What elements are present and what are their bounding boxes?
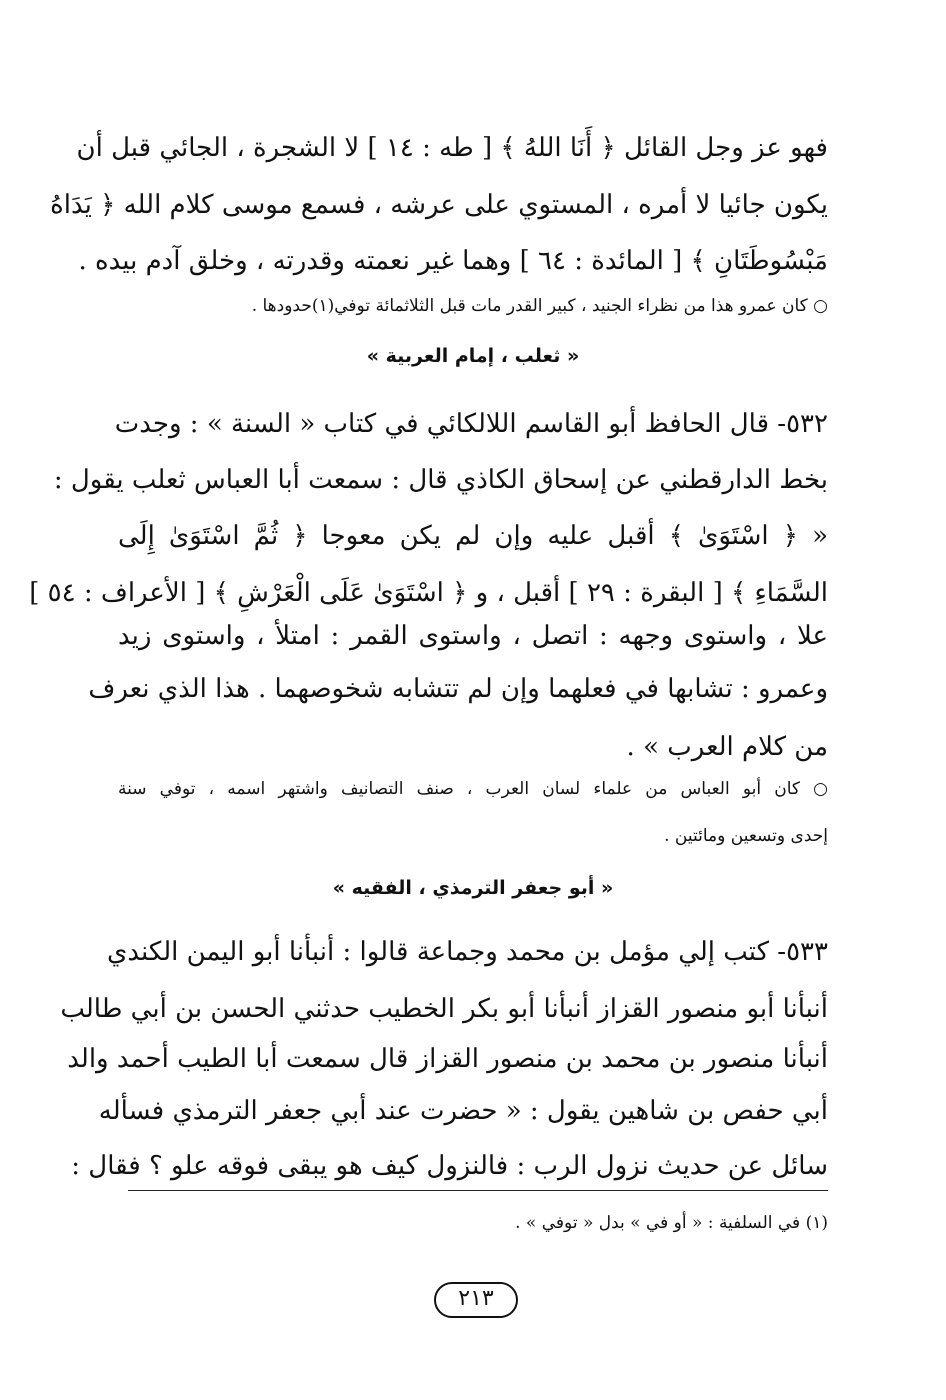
body-line: من كلام العرب » . (626, 732, 828, 762)
biography-note: إحدى وتسعين ومائتين . (664, 826, 828, 846)
body-line: وعمرو : تشابها في فعلهما وإن لم تتشابه شخوصهما . هذا الذي نعرف (88, 674, 828, 704)
body-line: أبي حفص بن شاهين يقول : « حضرت عند أبي جعفر الترمذي فسأله (98, 1096, 828, 1126)
body-line: ٥٣٣- كتب إلي مؤمل بن محمد وجماعة قالوا : أنبأنا أبو اليمن الكندي (107, 937, 828, 967)
body-line: السَّمَاءِ ﴾ [ البقرة : ٢٩ ] أقبل ، و ﴿ اسْتَوَىٰ عَلَى الْعَرْشِ ﴾ [ الأعراف : ٥٤ ] (29, 578, 828, 608)
body-line: أنبأنا منصور بن محمد بن منصور القزاز قال سمعت أبا الطيب أحمد والد (67, 1044, 828, 1074)
body-line: سائل عن حديث نزول الرب : فالنزول كيف هو يبقى فوقه علو ؟ فقال : (71, 1151, 828, 1181)
biography-note: ○ كان أبو العباس من علماء لسان العرب ، صنف التصانيف واشتهر اسمه ، توفي سنة (118, 779, 828, 799)
body-line: بخط الدارقطني عن إسحاق الكاذي قال : سمعت أبا العباس ثعلب يقول : (53, 465, 828, 495)
body-line: ٥٣٢- قال الحافظ أبو القاسم اللالكائي في كتاب « السنة » : وجدت (114, 409, 828, 439)
body-line: علا ، واستوى وجهه : اتصل ، واستوى القمر : امتلأ ، واستوى زيد (118, 621, 828, 651)
section-heading: « ثعلب ، إمام العربية » (366, 345, 580, 367)
footnote-divider (128, 1190, 828, 1191)
footnote: (١) في السلفية : « أو في » بدل « توفي » . (515, 1213, 828, 1233)
page-number: ٢١٣ (434, 1282, 518, 1318)
section-heading: « أبو جعفر الترمذي ، الفقيه » (332, 877, 614, 899)
biography-note: ○ كان عمرو هذا من نظراء الجنيد ، كبير القدر مات قبل الثلاثمائة توفي(١)حدودها . (251, 296, 828, 316)
body-line: مَبْسُوطَتَانِ ﴾ [ المائدة : ٦٤ ] وهما غير نعمته وقدرته ، وخلق آدم بيده . (78, 246, 828, 276)
body-line: يكون جائيا لا أمره ، المستوي على عرشه ، فسمع موسى كلام الله ﴿ يَدَاهُ (50, 190, 828, 220)
body-line: أنبأنا أبو منصور القزاز أنبأنا أبو بكر الخطيب حدثني الحسن بن أبي طالب (60, 994, 828, 1024)
body-line: فهو عز وجل القائل ﴿ أَنَا اللهُ ﴾ [ طه : ١٤ ] لا الشجرة ، الجائي قبل أن (76, 133, 828, 163)
body-line: « ﴿ اسْتَوَىٰ ﴾ أقبل عليه وإن لم يكن معوجا ﴿ ثُمَّ اسْتَوَىٰ إِلَى (118, 521, 828, 551)
